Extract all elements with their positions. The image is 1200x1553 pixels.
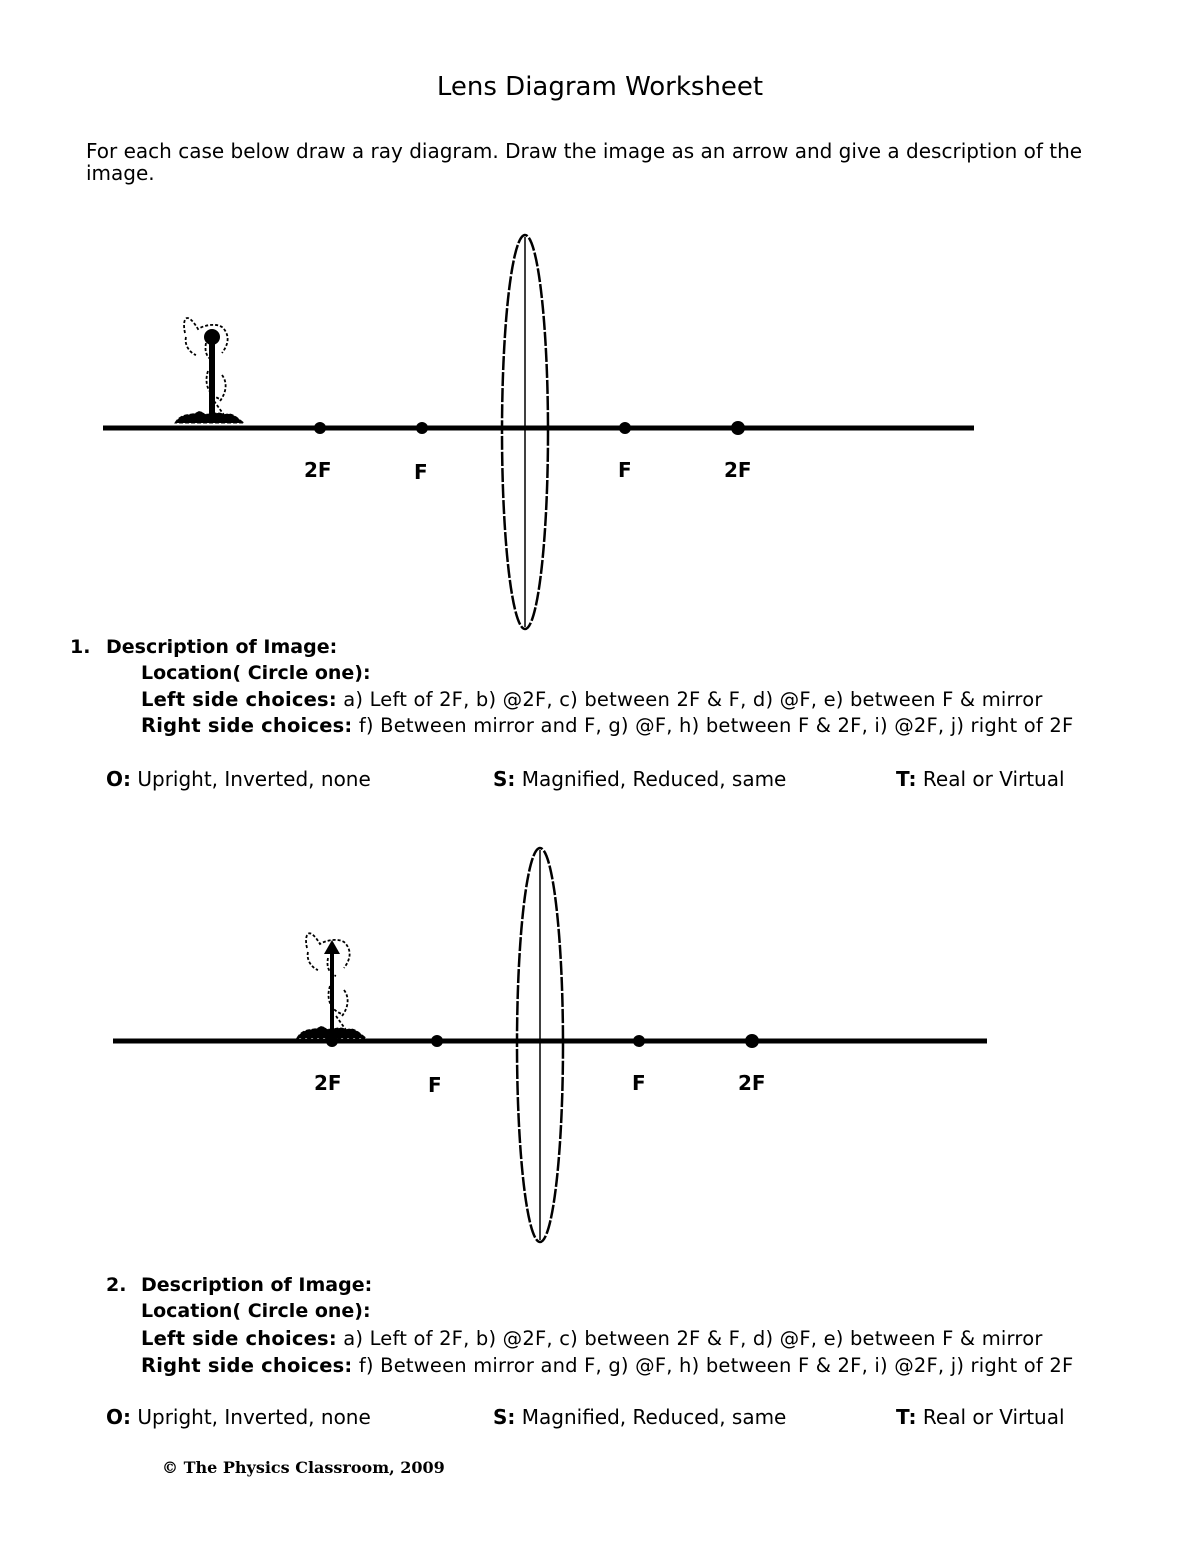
left-choices-label: Left side choices: xyxy=(141,688,337,711)
object-figure xyxy=(297,933,366,1038)
type-choices xyxy=(896,1405,1065,1429)
right-side-choices xyxy=(141,714,1073,737)
type-text: Real or Virtual xyxy=(922,767,1065,791)
label-right-f: F xyxy=(632,1071,646,1095)
type-label: T: xyxy=(896,767,917,791)
size-choices xyxy=(493,767,786,791)
orientation-label: O: xyxy=(106,1405,131,1429)
orientation-choices xyxy=(106,767,371,791)
left-side-choices xyxy=(141,688,1043,711)
right-2f-point xyxy=(731,421,745,435)
label-right-2f: 2F xyxy=(738,1071,766,1095)
orientation-text: Upright, Inverted, none xyxy=(137,767,371,791)
object-figure xyxy=(175,318,244,423)
left-choices-label: Left side choices: xyxy=(141,1327,337,1350)
question-number: 1. xyxy=(70,636,91,658)
type-label: T: xyxy=(896,1405,917,1429)
right-f-point xyxy=(633,1035,645,1047)
description-heading: Description of Image: xyxy=(106,636,338,658)
instructions-text: For each case below draw a ray diagram. Draw the image as an arrow and give a description of the image. xyxy=(86,139,1083,185)
left-choices-text: a) Left of 2F, b) @2F, c) between 2F & F, d) @F, e) between F & mirror xyxy=(343,688,1043,711)
size-text: Magnified, Reduced, same xyxy=(521,1405,787,1429)
label-left-2f: 2F xyxy=(304,458,332,482)
orientation-choices xyxy=(106,1405,371,1429)
size-label: S: xyxy=(493,1405,516,1429)
left-f-point xyxy=(431,1035,443,1047)
left-f-point xyxy=(416,422,428,434)
left-choices-text: a) Left of 2F, b) @2F, c) between 2F & F, d) @F, e) between F & mirror xyxy=(343,1327,1043,1350)
location-label: Location( Circle one): xyxy=(141,662,371,684)
label-left-2f: 2F xyxy=(314,1071,342,1095)
right-side-choices xyxy=(141,1354,1073,1377)
copyright-footer: © The Physics Classroom, 2009 xyxy=(162,1458,445,1477)
right-choices-text: f) Between mirror and F, g) @F, h) between F & 2F, i) @2F, j) right of 2F xyxy=(358,1354,1074,1377)
right-choices-text: f) Between mirror and F, g) @F, h) between F & 2F, i) @2F, j) right of 2F xyxy=(358,714,1074,737)
lens-diagram-2 xyxy=(0,838,1200,1258)
description-heading: Description of Image: xyxy=(141,1274,373,1296)
location-label: Location( Circle one): xyxy=(141,1300,371,1322)
right-2f-point xyxy=(745,1034,759,1048)
size-label: S: xyxy=(493,767,516,791)
label-left-f: F xyxy=(428,1073,442,1097)
orientation-text: Upright, Inverted, none xyxy=(137,1405,371,1429)
right-f-point xyxy=(619,422,631,434)
page-title: Lens Diagram Worksheet xyxy=(436,72,764,102)
type-choices xyxy=(896,767,1065,791)
type-text: Real or Virtual xyxy=(922,1405,1065,1429)
question-number: 2. xyxy=(106,1274,127,1296)
label-left-f: F xyxy=(414,460,428,484)
left-side-choices xyxy=(141,1327,1043,1350)
right-choices-label: Right side choices: xyxy=(141,714,353,737)
lens-diagram-1 xyxy=(0,225,1200,645)
size-choices xyxy=(493,1405,786,1429)
left-2f-point xyxy=(314,422,326,434)
label-right-2f: 2F xyxy=(724,458,752,482)
orientation-label: O: xyxy=(106,767,131,791)
label-right-f: F xyxy=(618,458,632,482)
size-text: Magnified, Reduced, same xyxy=(521,767,787,791)
right-choices-label: Right side choices: xyxy=(141,1354,353,1377)
